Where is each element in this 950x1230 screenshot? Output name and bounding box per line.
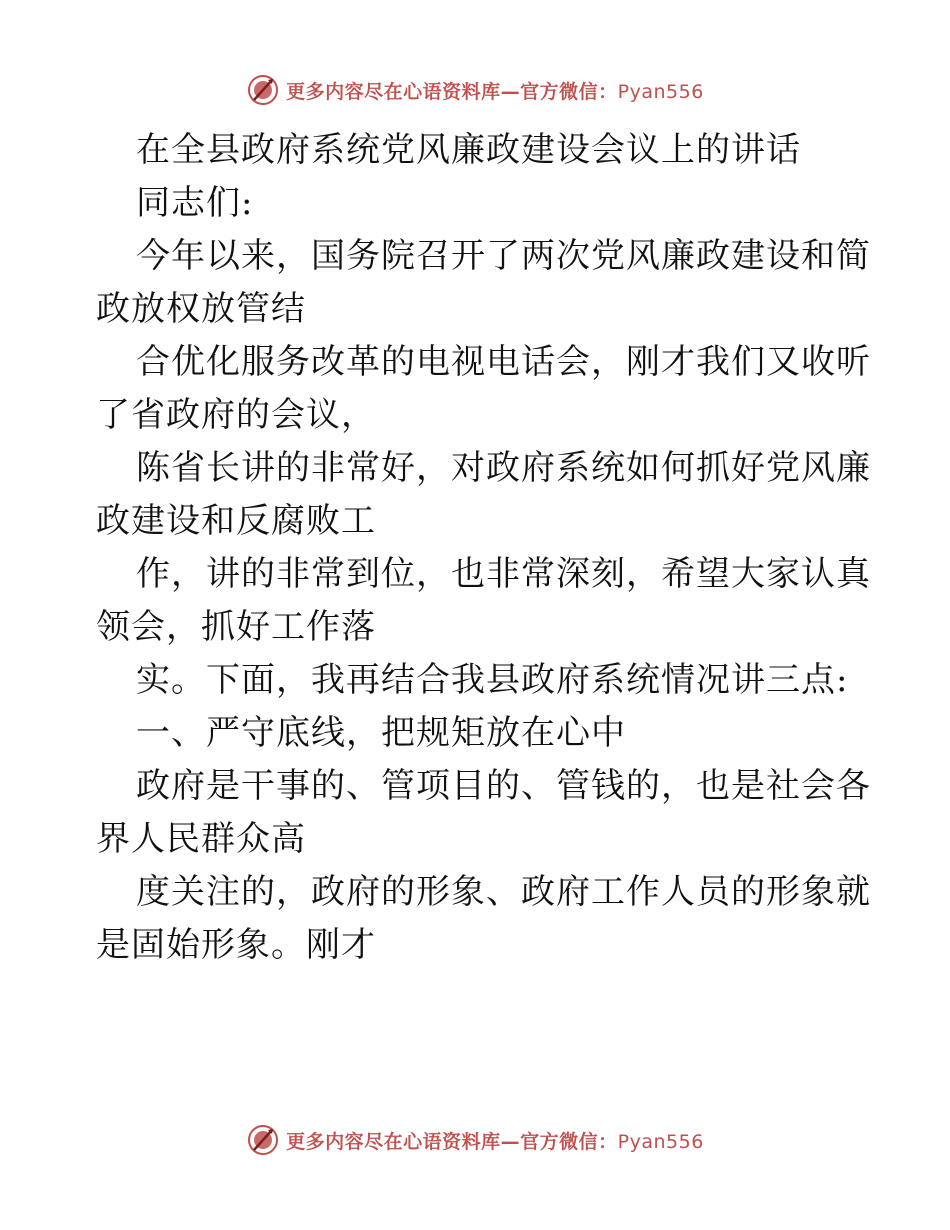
text-line: 合优化服务改革的电视电话会，刚才我们又收听: [136, 342, 871, 382]
document-body: [96, 124, 871, 972]
text-line: 领会，抓好工作落: [96, 607, 376, 647]
text-line: 政府是干事的、管项目的、管钱的，也是社会各: [136, 766, 871, 806]
text-line: 度关注的，政府的形象、政府工作人员的形象就: [136, 872, 871, 912]
text-line: 政放权放管结: [96, 289, 306, 329]
text-line: 实。下面，我再结合我县政府系统情况讲三点:: [136, 660, 849, 700]
text-line: 了省政府的会议，: [96, 395, 376, 435]
document-title: 在全县政府系统党风廉政建设会议上的讲话: [136, 130, 801, 170]
text-line: 界人民群众高: [96, 819, 306, 859]
text-line: 是固始形象。刚才: [96, 925, 376, 965]
watermark-account: Pyan556: [617, 1130, 704, 1153]
text-line: 今年以来，国务院召开了两次党风廉政建设和简: [136, 236, 871, 276]
text-line: 作，讲的非常到位，也非常深刻，希望大家认真: [136, 554, 871, 594]
quill-pen-logo-icon: [246, 1123, 280, 1157]
header-watermark: [0, 70, 950, 110]
watermark-account: Pyan556: [617, 80, 704, 103]
text-line: 政建设和反腐败工: [96, 501, 376, 541]
quill-pen-logo-icon: [246, 73, 280, 107]
salutation: 同志们:: [136, 183, 254, 223]
watermark-text: 更多内容尽在心语资料库—官方微信：: [286, 80, 618, 103]
footer-watermark: [0, 1120, 950, 1160]
watermark-text: 更多内容尽在心语资料库—官方微信：: [286, 1130, 618, 1153]
section-heading: 一、严守底线，把规矩放在心中: [136, 713, 626, 753]
text-line: 陈省长讲的非常好，对政府系统如何抓好党风廉: [136, 448, 871, 488]
